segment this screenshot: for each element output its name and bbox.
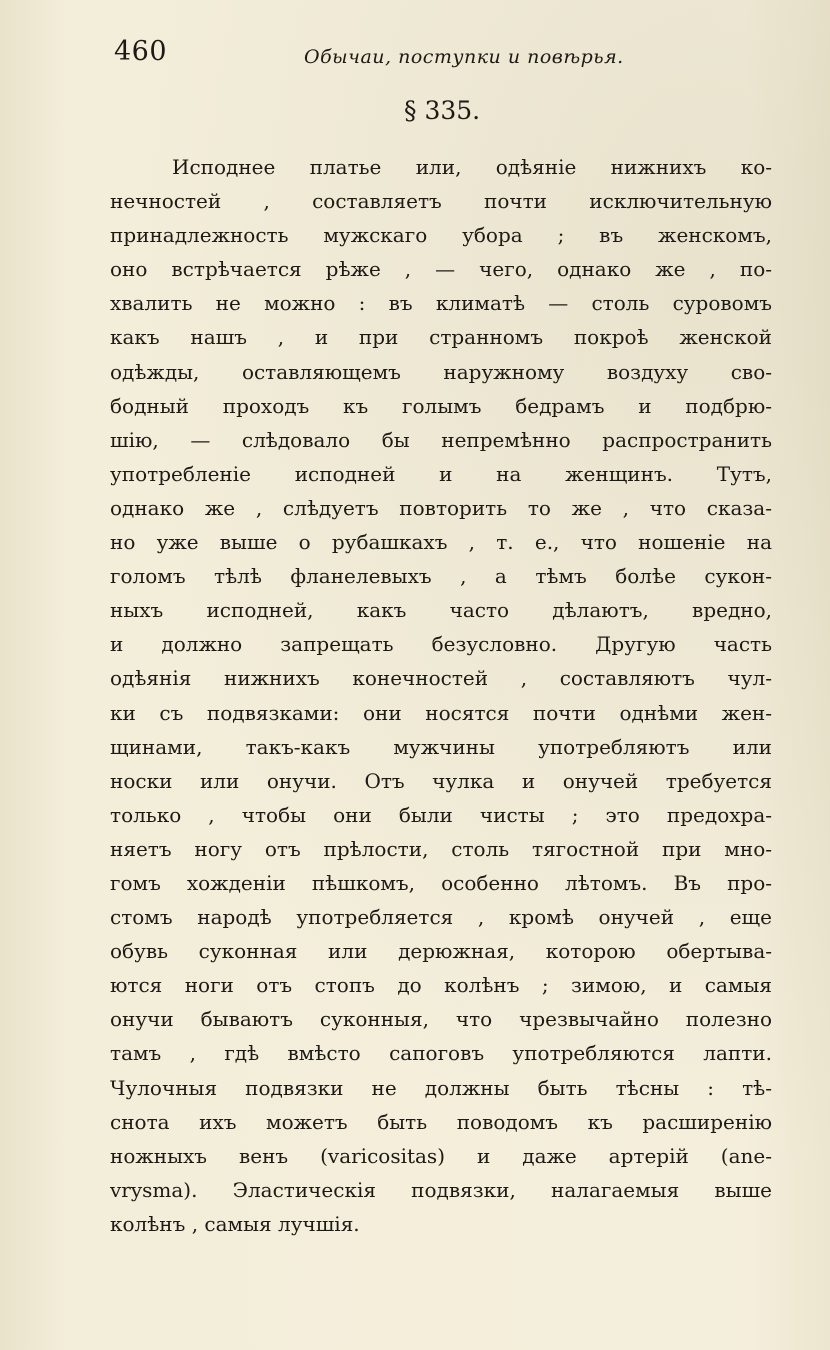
page-header (114, 28, 624, 88)
text-line: бодный проходъ къ голымъ бедрамъ и подбрю- (110, 393, 772, 418)
text-line: нечностей , составляетъ почти исключительную (110, 189, 772, 214)
text-line: снота ихъ можетъ быть поводомъ къ расширенію (110, 1109, 772, 1134)
text-line: одѣжды, оставляющемъ наружному воздуху сво- (110, 359, 772, 384)
page-number: 460 (114, 36, 168, 67)
text-line: ныхъ исподней, какъ часто дѣлаютъ, вредно, (110, 598, 772, 623)
text-line: колѣнъ , самыя лучшія. (110, 1211, 360, 1236)
running-head: Обычаи, поступки и повѣрья. (304, 46, 624, 68)
text-line: употребленіе исподней и на женщинъ. Тутъ, (110, 461, 772, 486)
paragraph (110, 150, 772, 1241)
text-line: щинами, такъ-какъ мужчины употребляютъ или (110, 734, 772, 759)
section-heading: § 335. (404, 96, 481, 125)
text-line: ножныхъ венъ (varicositas) и даже артерій (ane- (110, 1143, 772, 1168)
text-line: ются ноги отъ стопъ до колѣнъ ; зимою, и самыя (110, 973, 772, 998)
text-line: шію, — слѣдовало бы непремѣнно распространить (110, 427, 772, 452)
text-line: няетъ ногу отъ прѣлости, столь тягостной при мно- (110, 836, 772, 861)
text-line: гомъ хожденіи пѣшкомъ, особенно лѣтомъ. Въ про- (110, 870, 772, 895)
text-line: голомъ тѣлѣ фланелевыхъ , а тѣмъ болѣе сукон- (110, 564, 772, 589)
text-line: хвалить не можно : въ климатѣ — столь суровомъ (110, 291, 772, 316)
text-line: стомъ народѣ употребляется , кромѣ онучей , еще (110, 905, 772, 930)
text-line: оно встрѣчается рѣже , — чего, однако же , по- (110, 257, 772, 282)
text-line: ки съ подвязками: они носятся почти однѣми жен- (110, 700, 772, 725)
text-line: тамъ , гдѣ вмѣсто сапоговъ употребляются лапти. (110, 1041, 772, 1066)
text-line: принадлежность мужскаго убора ; въ женскомъ, (110, 223, 772, 248)
text-line: Исподнее платье или, одѣяніе нижнихъ ко- (172, 155, 772, 179)
text-line: только , чтобы они были чисты ; это предохра- (110, 802, 772, 827)
text-line: vrysma). Эластическія подвязки, налагаемыя выше (110, 1177, 772, 1202)
text-line: Чулочныя подвязки не должны быть тѣсны : тѣ- (110, 1075, 772, 1100)
text-line: но уже выше о рубашкахъ , т. е., что ношеніе на (110, 530, 772, 555)
text-line: какъ нашъ , и при странномъ покроѣ женской (110, 325, 772, 350)
text-line: однако же , слѣдуетъ повторить то же , что сказа- (110, 495, 772, 520)
text-line: одѣянія нижнихъ конечностей , составляютъ чул- (110, 666, 772, 691)
text-line: обувь суконная или дерюжная, которою обертыва- (110, 939, 772, 964)
text-line: онучи бываютъ суконныя, что чрезвычайно полезно (110, 1007, 772, 1032)
text-line: носки или онучи. Отъ чулка и онучей требуется (110, 768, 772, 793)
text-line: и должно запрещать безусловно. Другую часть (110, 632, 772, 657)
